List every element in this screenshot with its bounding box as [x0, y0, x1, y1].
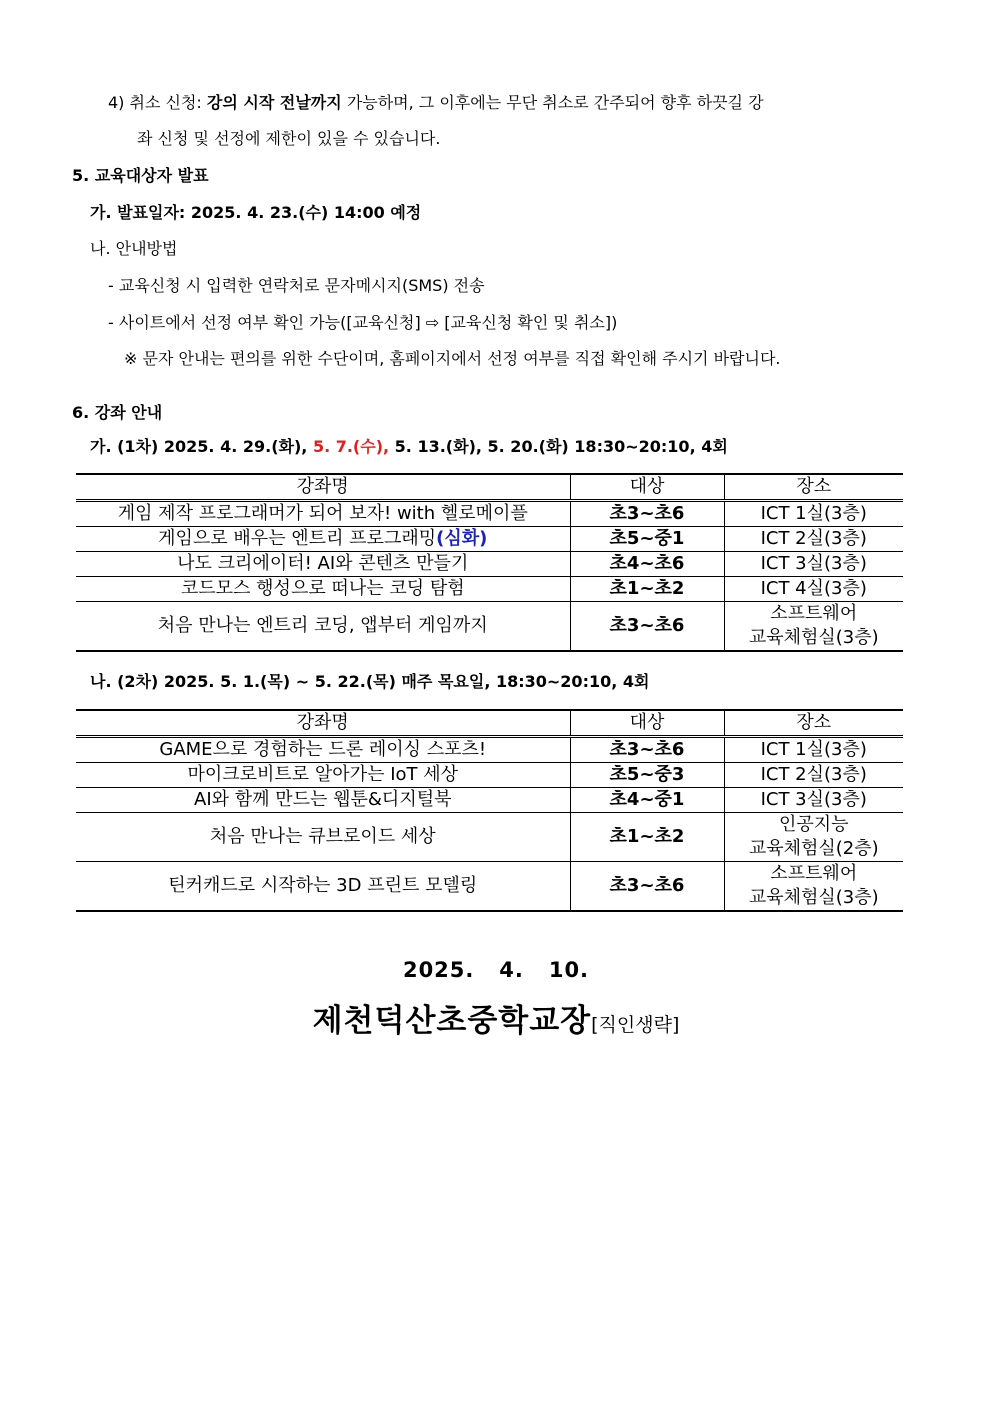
course-place — [724, 813, 903, 862]
course-name: 코드모스 행성으로 떠나는 코딩 탐험 — [76, 577, 570, 602]
course-place: ICT 2실(3층) — [724, 763, 903, 788]
school-principal-title: 제천덕산초중학교장 — [312, 1003, 592, 1039]
course-target: 초4~초6 — [570, 552, 724, 577]
course-name-text: 게임으로 배우는 엔트리 프로그래밍 — [158, 528, 437, 549]
round2-table — [76, 709, 903, 912]
course-place-line2: 교육체험실(3층) — [748, 887, 879, 908]
header-target: 대상 — [570, 710, 724, 737]
course-place — [724, 602, 903, 652]
cancel-text: 가능하며, 그 이후에는 무단 취소로 간주되어 향후 하끗길 강 — [346, 93, 764, 112]
table-row — [76, 788, 903, 813]
table-row — [76, 763, 903, 788]
table-row — [76, 501, 903, 527]
header-target: 대상 — [570, 474, 724, 501]
round1-dates-a: 가. (1차) 2025. 4. 29.(화), — [90, 437, 308, 456]
guide-method-sms: - 교육신청 시 입력한 연락처로 문자메시지(SMS) 전송 — [108, 276, 485, 295]
course-place: ICT 1실(3층) — [724, 501, 903, 527]
header-course: 강좌명 — [76, 710, 570, 737]
course-target: 초1~초2 — [570, 813, 724, 862]
announce-date: 가. 발표일자: 2025. 4. 23.(수) 14:00 예정 — [90, 203, 422, 222]
course-name: 처음 만나는 엔트리 코딩, 앱부터 게임까지 — [76, 602, 570, 652]
seal-omitted: [직인생략] — [591, 1014, 680, 1036]
round1-dates-b: 5. 13.(화), 5. 20.(화) 18:30~20:10, 4회 — [394, 437, 728, 456]
course-level-badge: (심화) — [436, 528, 488, 549]
course-place-line2: 교육체험실(2층) — [748, 838, 879, 859]
course-target: 초3~초6 — [570, 737, 724, 763]
table-row — [76, 602, 903, 652]
table-row — [76, 552, 903, 577]
course-name: AI와 함께 만드는 웹툰&디지털북 — [76, 788, 570, 813]
guide-method-site: - 사이트에서 선정 여부 확인 가능([교육신청] ⇨ [교육신청 확인 및 취소]) — [108, 313, 618, 332]
course-place: ICT 2실(3층) — [724, 527, 903, 552]
course-name: 마이크로비트로 알아가는 IoT 세상 — [76, 763, 570, 788]
course-target: 초4~중1 — [570, 788, 724, 813]
course-place: ICT 4실(3층) — [724, 577, 903, 602]
table-row — [76, 577, 903, 602]
cancel-deadline: 강의 시작 전날까지 — [206, 93, 342, 112]
course-place: ICT 1실(3층) — [724, 737, 903, 763]
cancel-line-1 — [108, 92, 764, 114]
course-name: GAME으로 경험하는 드론 레이싱 스포츠! — [76, 737, 570, 763]
guide-method-title: 나. 안내방법 — [90, 239, 178, 258]
round2-schedule: 나. (2차) 2025. 5. 1.(목) ~ 5. 22.(목) 매주 목요일, 18:30~20:10, 4회 — [90, 672, 650, 691]
table-row — [76, 862, 903, 912]
guide-note: ※ 문자 안내는 편의를 위한 수단이며, 홈페이지에서 선정 여부를 직접 확인해 주시기 바랍니다. — [124, 349, 781, 368]
header-course: 강좌명 — [76, 474, 570, 501]
course-target: 초3~초6 — [570, 501, 724, 527]
course-place: ICT 3실(3층) — [724, 552, 903, 577]
course-place-line2: 교육체험실(3층) — [748, 627, 879, 648]
course-name: 틴커캐드로 시작하는 3D 프린트 모델링 — [76, 862, 570, 912]
round1-schedule — [90, 436, 728, 458]
course-name: 처음 만나는 큐브로이드 세상 — [76, 813, 570, 862]
course-name: 게임 제작 프로그래머가 되어 보자! with 헬로메이플 — [76, 501, 570, 527]
course-target: 초5~중3 — [570, 763, 724, 788]
header-place: 장소 — [724, 710, 903, 737]
course-target: 초5~중1 — [570, 527, 724, 552]
header-place: 장소 — [724, 474, 903, 501]
signature-line — [0, 995, 992, 1040]
course-target: 초3~초6 — [570, 602, 724, 652]
course-place-line1: 인공지능 — [778, 814, 849, 835]
course-place — [724, 862, 903, 912]
section5-title: 5. 교육대상자 발표 — [72, 166, 209, 185]
cancel-number: 4) — [108, 93, 125, 112]
table-row — [76, 813, 903, 862]
cancel-line-2: 좌 신청 및 선정에 제한이 있을 수 있습니다. — [137, 129, 441, 148]
table-header-row — [76, 474, 903, 501]
course-target: 초3~초6 — [570, 862, 724, 912]
round1-table — [76, 473, 903, 652]
document-date: 2025. 4. 10. — [402, 958, 590, 982]
table-row — [76, 737, 903, 763]
course-place-line1: 소프트웨어 — [770, 603, 858, 624]
course-name — [76, 527, 570, 552]
course-name: 나도 크리에이터! AI와 콘텐츠 만들기 — [76, 552, 570, 577]
course-target: 초1~초2 — [570, 577, 724, 602]
cancel-label: 취소 신청: — [129, 93, 202, 112]
table-row — [76, 527, 903, 552]
table-header-row — [76, 710, 903, 737]
course-place: ICT 3실(3층) — [724, 788, 903, 813]
section6-title: 6. 강좌 안내 — [72, 403, 163, 422]
round1-date-highlight: 5. 7.(수), — [312, 437, 390, 456]
course-place-line1: 소프트웨어 — [770, 863, 858, 884]
